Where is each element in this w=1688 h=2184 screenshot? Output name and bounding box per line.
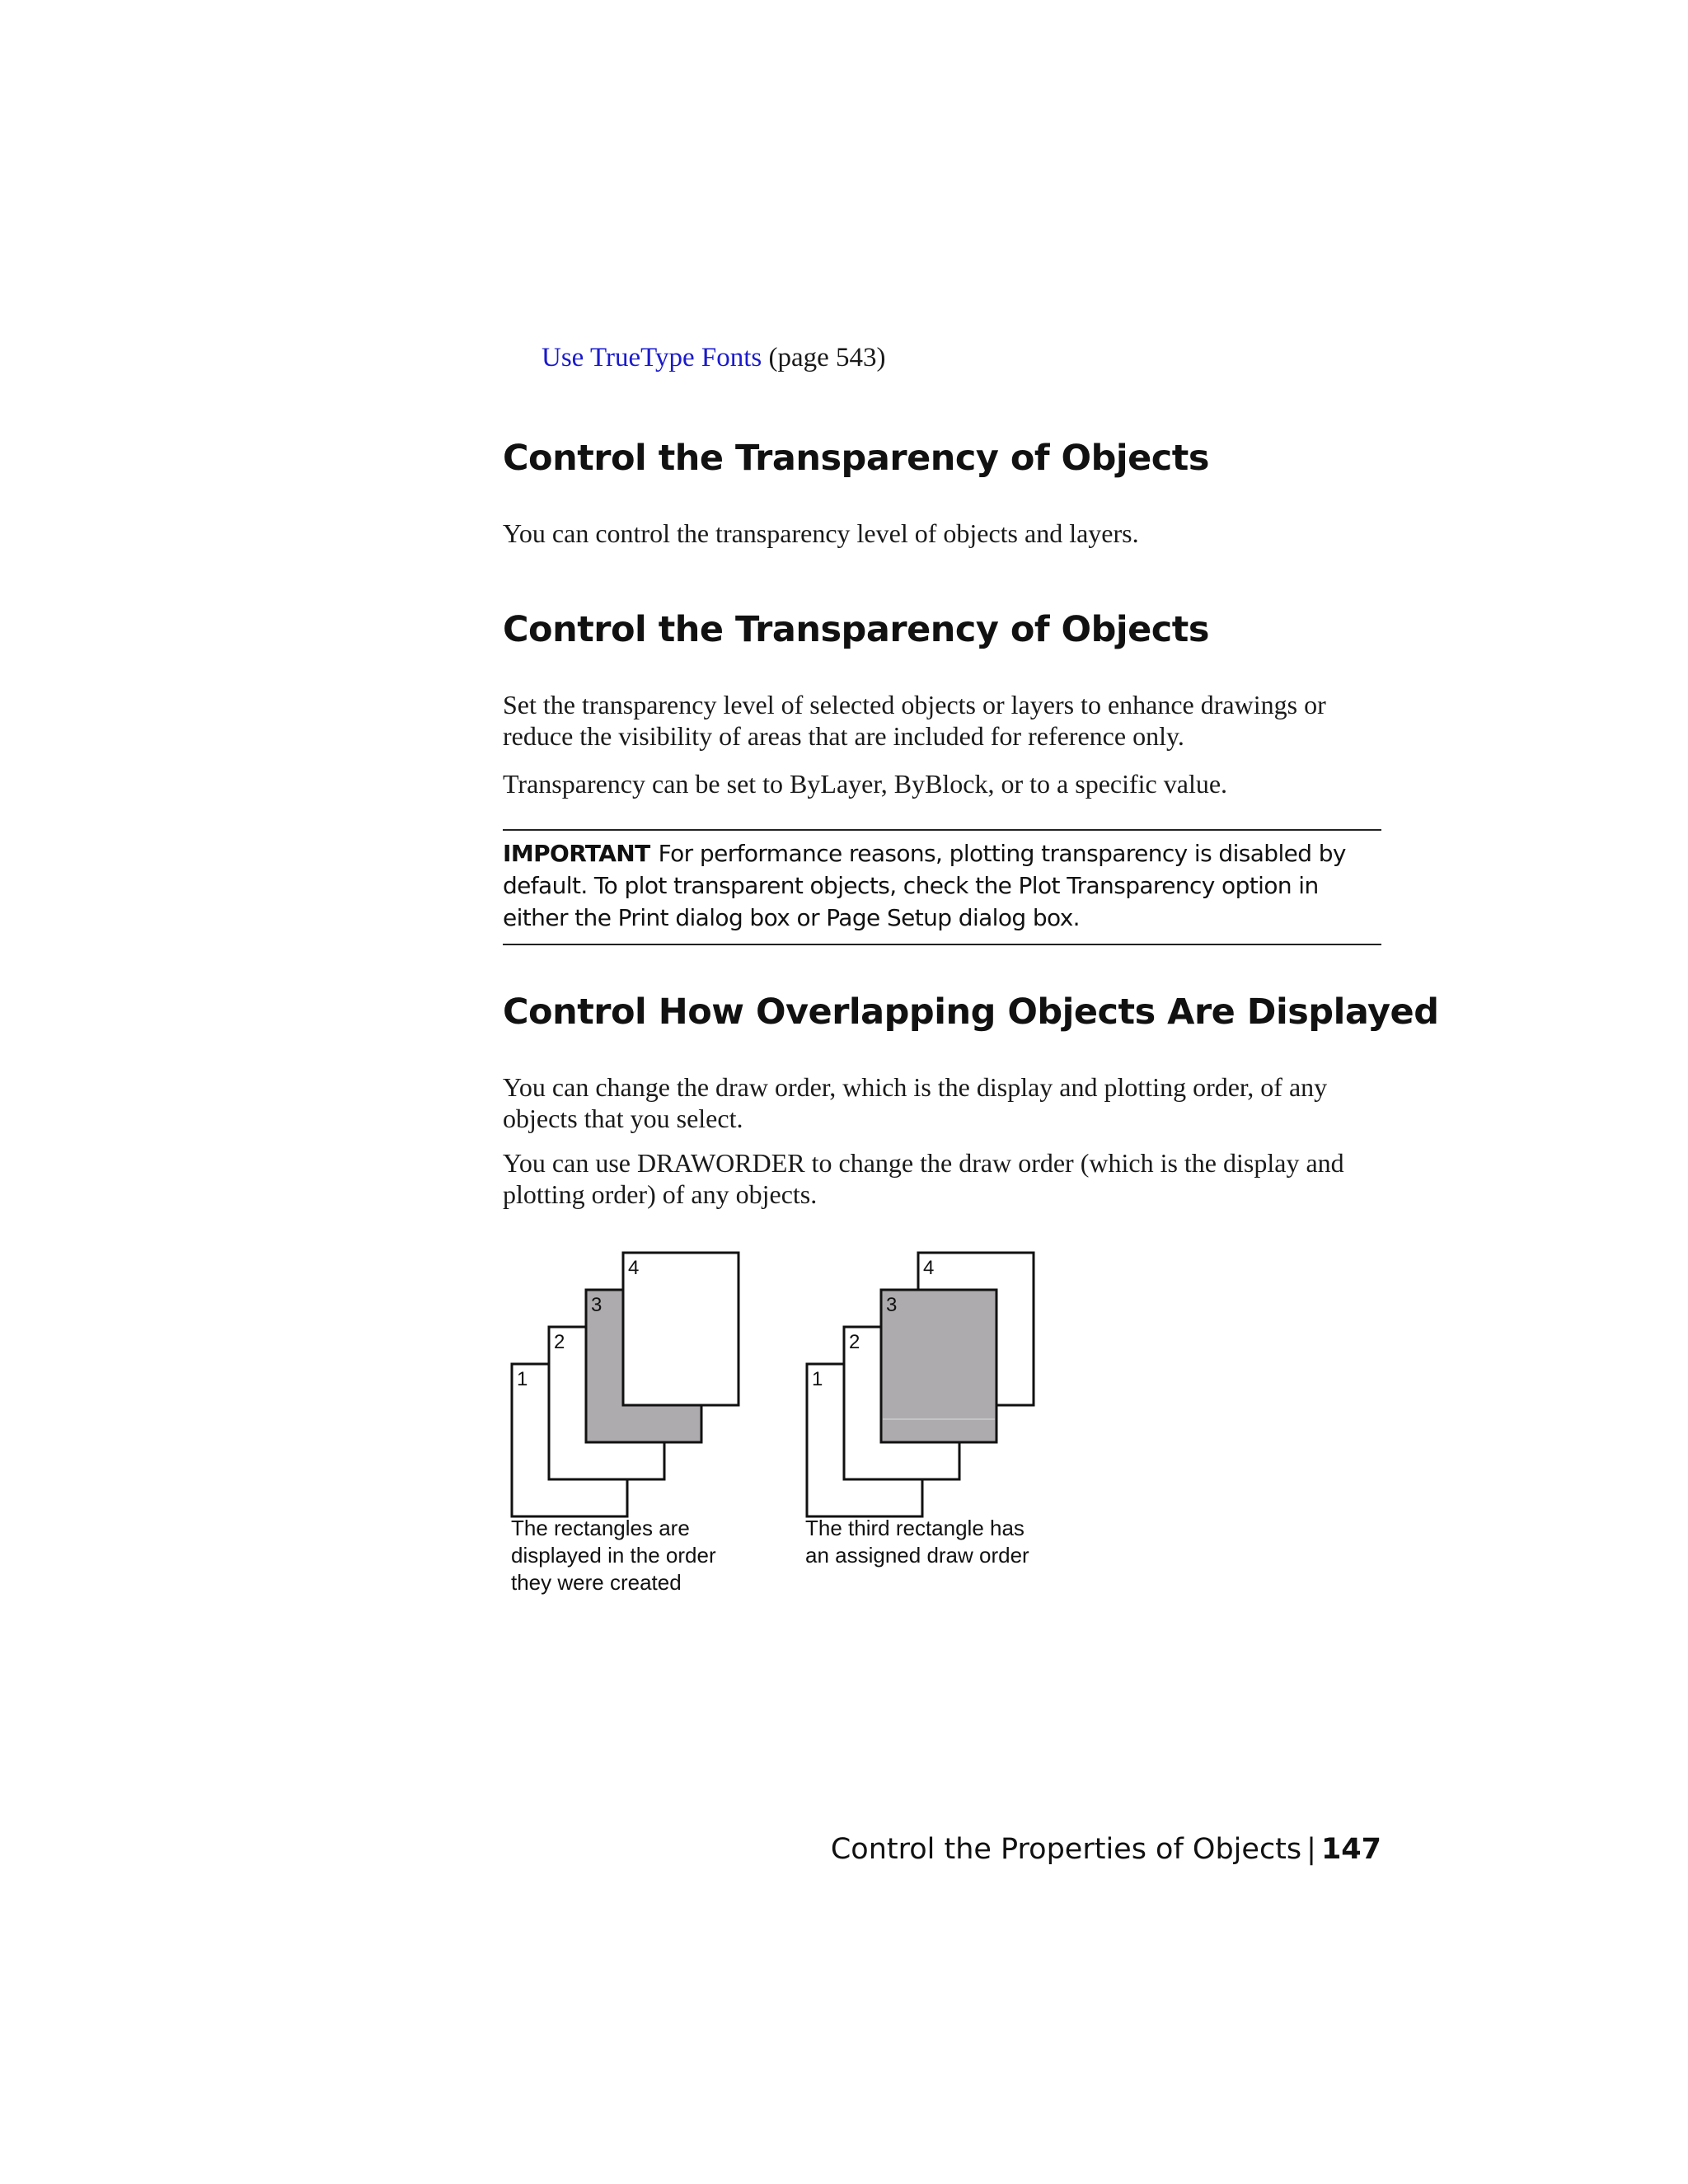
- section-heading-transparency: Control the Transparency of Objects: [503, 438, 1209, 479]
- footer-section-title: Control the Properties of Objects: [830, 1833, 1302, 1866]
- note-label: IMPORTANT: [503, 840, 650, 867]
- page-number: 147: [1320, 1833, 1381, 1866]
- left-figure-caption: The rectangles are displayed in the order they were created: [511, 1516, 716, 1595]
- draworder-paragraph-1: You can change the draw order, which is the display and plotting order, of any objects that you select.: [503, 1072, 1328, 1133]
- left-rect-4: [623, 1253, 738, 1405]
- important-note: [503, 829, 1381, 945]
- right-label-3: 3: [886, 1294, 898, 1316]
- left-label-1: 1: [517, 1368, 528, 1390]
- right-label-4: 4: [923, 1257, 935, 1279]
- transparency-paragraph-1: Set the transparency level of selected objects or layers to enhance drawings or reduce the visibility of areas that are included for reference only.: [503, 690, 1326, 751]
- page-footer: [831, 1831, 1381, 1868]
- left-label-2: 2: [554, 1331, 565, 1353]
- footer-separator: |: [1306, 1833, 1316, 1866]
- note-text: For performance reasons, plotting transparency is disabled by default. To plot transparent objects, check the Plot Transparency option in either the Print dialog box or Page Setup dialog box.: [503, 840, 1346, 931]
- left-label-4: 4: [628, 1257, 640, 1279]
- transparency-paragraph-2: Transparency can be set to ByLayer, ByBlock, or to a specific value.: [503, 769, 1228, 799]
- section-intro: You can control the transparency level of objects and layers.: [503, 518, 1139, 548]
- subsection-heading-transparency: Control the Transparency of Objects: [503, 609, 1209, 650]
- section-heading-overlapping: Control How Overlapping Objects Are Displayed: [503, 991, 1439, 1033]
- right-label-2: 2: [849, 1331, 860, 1353]
- draworder-paragraph-2: You can use DRAWORDER to change the draw order (which is the display and plotting order) of any objects.: [503, 1148, 1344, 1209]
- left-label-3: 3: [591, 1294, 603, 1316]
- page-reference: (page 543): [768, 343, 886, 373]
- right-label-1: 1: [812, 1368, 823, 1390]
- truetype-fonts-link[interactable]: Use TrueType Fonts: [542, 343, 762, 373]
- see-also-reference: [542, 340, 886, 376]
- right-figure-caption: The third rectangle has an assigned draw order: [805, 1516, 1029, 1568]
